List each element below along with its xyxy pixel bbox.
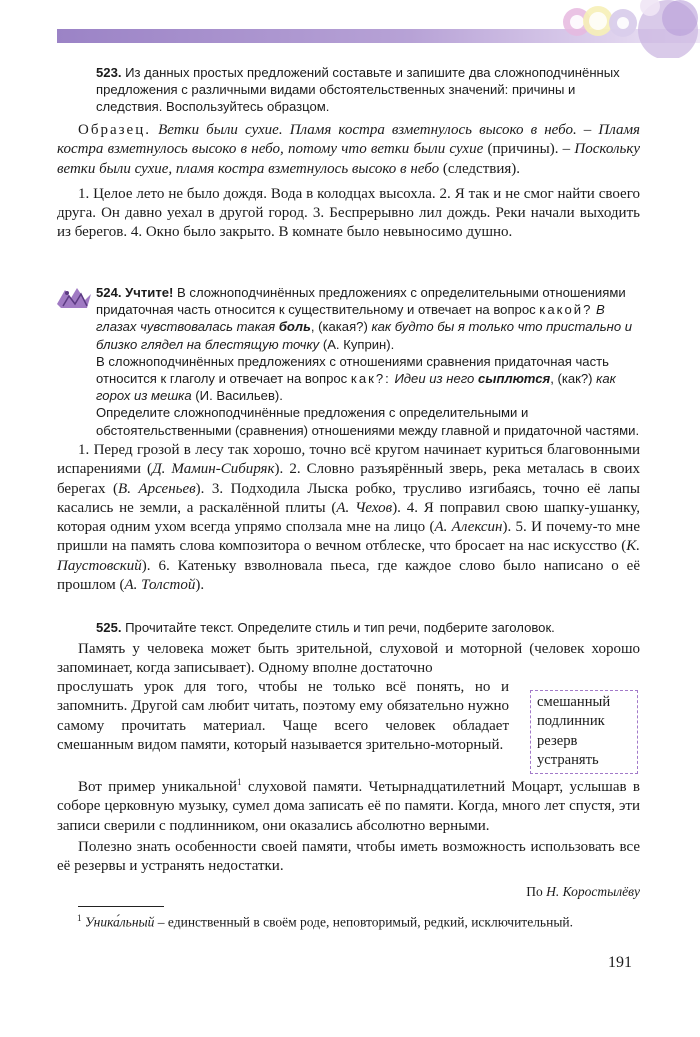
task-524-exercise (57, 441, 640, 595)
attention-label: Учтите! (125, 285, 174, 300)
example-1-part-b: как будто бы я только что пристально и близко глядел на блестящую точку (96, 319, 633, 352)
rule-1-text: В сложноподчинённых предложениях с определительными отношениями придаточная часть относится к существительному и отвечает на вопрос (96, 285, 626, 318)
example-1-part-a: В глазах чувствовалась такая (96, 302, 605, 335)
task-523 (96, 64, 640, 116)
exercise-sentence: 6. Катеньку взволновала пьеса, где каждое слово было написано о её прошлом ( (57, 557, 640, 594)
question-what-kind-2: , (какая?) (310, 319, 368, 335)
task-524-number: 524. (96, 285, 122, 300)
example-2-part-b: как горох из мешка (96, 371, 616, 404)
task-525 (96, 619, 640, 636)
task-525-text-narrow (57, 678, 509, 755)
question-how: как?: (350, 371, 391, 387)
source-author: Н. Коростылёву (546, 884, 640, 900)
exercise-sentence: 5. И почему-то мне пришли на память слова композитора о вечном отблеске, что бросает на нас искусство ( (57, 519, 640, 555)
sentence-author: К. Паустовский (57, 538, 640, 574)
sentence-author: В. Арсеньев (118, 480, 196, 497)
sample-label: Образец. (78, 122, 151, 138)
decor-circle (570, 15, 584, 29)
source-prefix: По (526, 884, 543, 900)
task-523-number: 523. (96, 65, 122, 80)
sentence-author: А. Чехов (336, 499, 393, 516)
task-523-exercise: 1. Целое лето не было дождя. Вода в колодцах высохла. 2. Я так и не смог найти своего друга. Он давно уехал в другой город. 3. Беспрерывно лил дождь. Реки начали выходить из берегов. 4. Окно было закрыто. В комнате было невыносимо душно. (57, 185, 640, 241)
footnote-word: Уника́льный (84, 914, 155, 930)
paragraph-1-continued: прослушать урок для того, чтобы не только всё понять, но и запомнить. Другой сам любит читать, поэтому ему обязательно нужно самому прочитать материал. Чаще всего человек обладает смешанным видом памяти, который называется зрительно-моторный. (57, 679, 509, 753)
sentence-author: А. Алексин (434, 519, 503, 536)
task-523-instruction: Из данных простых предложений составьте и запишите два сложноподчинённых предложения с различными видами обстоятельственных значений: причины и следствия. Воспользуйтесь образцом. (96, 65, 620, 115)
decor-circle (662, 0, 698, 36)
footnote-text: – единственный в своём роде, неповторимый, редкий, исключительный. (154, 914, 573, 930)
task-523-sample (57, 121, 640, 243)
vocabulary-box (530, 690, 638, 774)
decor-circle (589, 12, 607, 30)
sentence-author: Д. Мамин-Сибиряк (152, 461, 275, 478)
paragraph-2-b: слуховой памяти. Четырнадцатилетний Моцарт, услышав в соборе церковную музыку, сумел дома записать её по памяти. Когда, много лет спустя, эти записи сверили с подлинником, они оказались абсолютно верными. (57, 779, 641, 834)
paragraph-2-a: Вот пример уникальной (78, 779, 238, 795)
task-524-rule (96, 284, 640, 439)
example-1-author: (А. Куприн). (322, 336, 395, 352)
decor-circle (617, 17, 629, 29)
sentence-end: ). (195, 480, 205, 497)
paragraph-1-start: Память у человека может быть зрительной, слуховой и моторной (человек хорошо запоминает, когда записывает). Одному вполне достаточно (57, 641, 640, 677)
task-524-instruction: Определите сложноподчинённые предложения с определительными и обстоятельственными (сравнения) отношениями между главной и придаточной частями. (96, 405, 640, 438)
task-525-number: 525. (96, 620, 122, 635)
header-circles-decoration (540, 0, 700, 58)
task-525-text-bottom (57, 773, 640, 902)
footnote (57, 910, 640, 931)
sample-text-2: Поскольку ветки были сухие, пламя костра взметнулось высоко в небо (57, 141, 640, 177)
vocabulary-word: подлинник (537, 713, 605, 730)
footnote-marker: 1 (77, 913, 82, 923)
vocabulary-word: смешанный (537, 694, 611, 710)
footnote-ref: 1 (237, 777, 242, 787)
vocabulary-word: устранять (537, 751, 599, 768)
sentence-end: ). (195, 577, 205, 594)
example-2-author: (И. Васильев). (195, 388, 283, 404)
sample-note-2: (следствия). (442, 160, 521, 177)
exercise-sentence: 1. Перед грозой в лесу так хорошо, точно всё кругом начинает куриться благовонными испарениями ( (57, 442, 640, 478)
task-525-text-top (57, 640, 640, 679)
task-525-instruction: Прочитайте текст. Определите стиль и тип речи, подберите заголовок. (125, 620, 555, 635)
question-what-kind: какой? (539, 302, 593, 318)
question-how-2: , (как?) (550, 371, 593, 387)
sentence-end: ). (141, 557, 151, 574)
example-2-part-a: Идеи из него (394, 371, 475, 387)
exercise-sentence: 4. Я поправил свою шапку-ушанку, которая одним ухом всегда упрямо сползала мне на лицо ( (57, 499, 640, 536)
sample-note-1: (причины). – (487, 141, 571, 158)
attention-owl-icon (55, 284, 93, 310)
rule-2-text: В сложноподчинённых предложениях с отношениями сравнения придаточная часть относится к глаголу и отвечает на вопрос (96, 353, 609, 387)
exercise-sentence: 3. Подходила Лыска робко, трусливо изгибаясь, точно её лапы касались не земли, а раскалённой плиты ( (57, 480, 640, 516)
example-1-keyword: боль (278, 319, 311, 335)
sentence-end: ). (274, 461, 284, 478)
source-attribution (57, 882, 640, 901)
page-number: 191 (608, 954, 632, 971)
sentence-end: ). (502, 519, 512, 536)
paragraph-3: Полезно знать особенности своей памяти, чтобы иметь возможность использовать все её резервы и устранять недостатки. (57, 838, 640, 875)
sentence-author: А. Толстой (124, 577, 196, 594)
exercise-sentence: 2. Словно разъярённый зверь, река металась в своих берегах ( (57, 461, 640, 497)
sample-text-1: Ветки были сухие. Пламя костра взметнулось высоко в небо. – Пламя костра взметнулось высоко в небо, потому что ветки были сухие (57, 122, 641, 158)
footnote-divider (78, 906, 164, 907)
sentence-end: ). (392, 499, 401, 516)
example-2-keyword: сыплются (477, 371, 551, 387)
vocabulary-word: резерв (537, 732, 578, 749)
